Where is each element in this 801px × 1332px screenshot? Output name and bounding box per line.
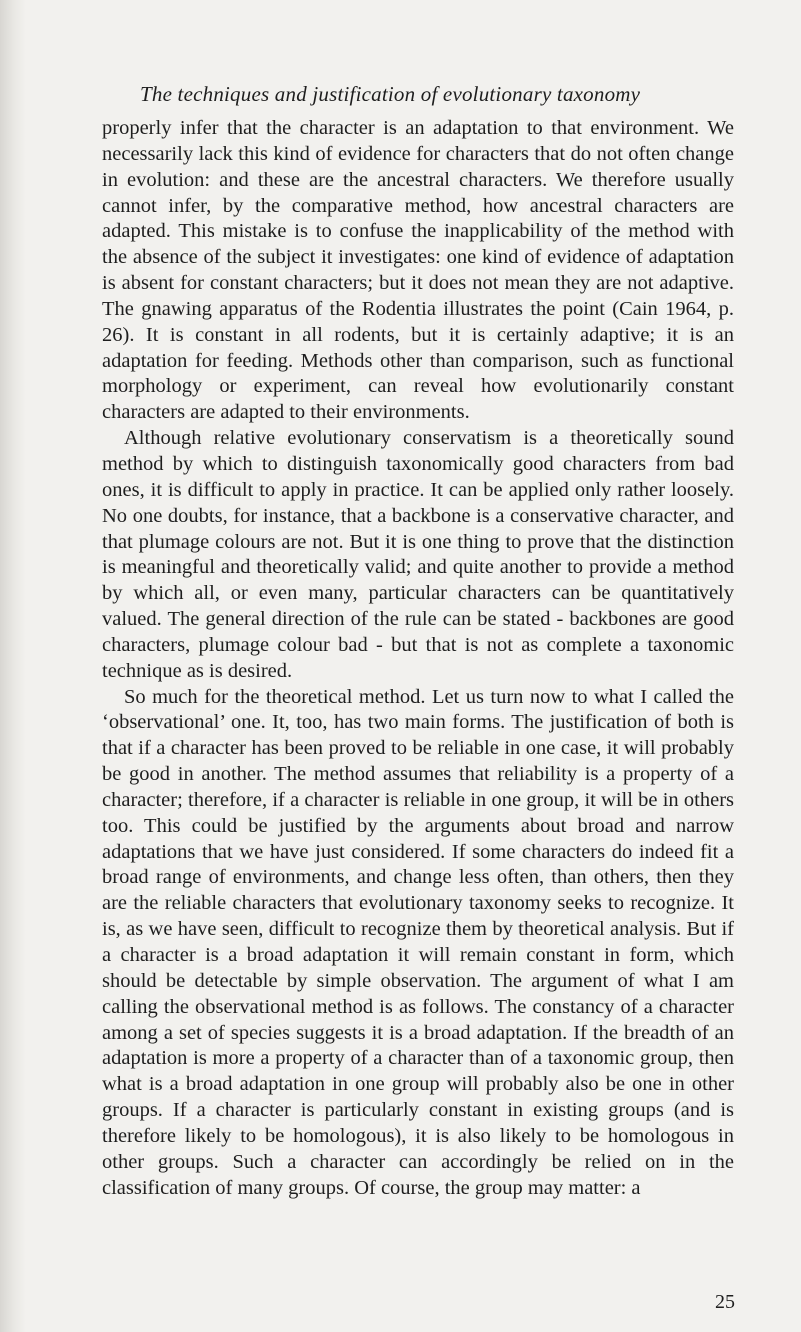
page-number: 25: [715, 1291, 735, 1313]
paragraph-observational-method: So much for the theoretical method. Let us turn now to what I called the ‘observational’ one. It, too, has two main forms. The justification of both is that if a character has been proved to be reliable in one case, it will probably be good in another. The method assumes that reliability is a property of a character; therefore, if a character is reliable in one group, it will be in others too. This could be justified by the arguments about broad and narrow adaptations that we have just considered. If some characters do indeed fit a broad range of environments, and change less often, than others, then they are the reliable characters that evolutionary taxonomy seeks to recognize. It is, as we have seen, difficult to recognize them by theoretical analysis. But if a character is a broad adaptation it will remain constant in form, which should be detectable by simple observation. The argument of what I am calling the observational method is as follows. The constancy of a character among a set of species suggests it is a broad adaptation. If the breadth of an adaptation is more a property of a character than of a taxonomic group, then what is a broad adaptation in one group will probably also be one in other groups. If a character is particularly constant in existing groups (and is therefore likely to be homologous), it is also likely to be homologous in other groups. Such a character can accordingly be relied on in the classification of many groups. Of course, the group may matter: a: [102, 685, 734, 1199]
page-spine-shadow: [0, 0, 26, 1332]
paragraph-continuation: properly infer that the character is an adaptation to that environment. We necessarily lack this kind of evidence for characters that do not often change in evolution: and these are the ancestral characters. We therefore usually cannot infer, by the comparative method, how ancestral characters are adapted. This mistake is to confuse the inapplicability of the method with the absence of the subject it investigates: one kind of evidence of adaptation is absent for constant characters; but it does not mean they are not adaptive. The gnawing apparatus of the Rodentia illustrates the point (Cain 1964, p. 26). It is constant in all rodents, but it is certainly adaptive; it is an adaptation for feeding. Methods other than comparison, such as functional morphology or experiment, can reveal how evolutionarily constant characters are adapted to their environments.: [102, 117, 734, 424]
running-head: The techniques and justification of evolutionary taxonomy: [140, 82, 641, 106]
paragraph-conservatism: Although relative evolutionary conservatism is a theoretically sound method by which to distinguish taxonomically good characters from bad ones, it is difficult to apply in practice. It can be applied only rather loosely. No one doubts, for instance, that a backbone is a conservative character, and that plumage colours are not. But it is one thing to prove that the distinction is meaningful and theoretically valid; and quite another to provide a method by which all, or even many, particular characters can be quantitatively valued. The general direction of the rule can be stated - backbones are good characters, plumage colour bad - but that is not as complete a taxonomic technique as is desired.: [102, 427, 734, 682]
body-text: [102, 116, 734, 1201]
